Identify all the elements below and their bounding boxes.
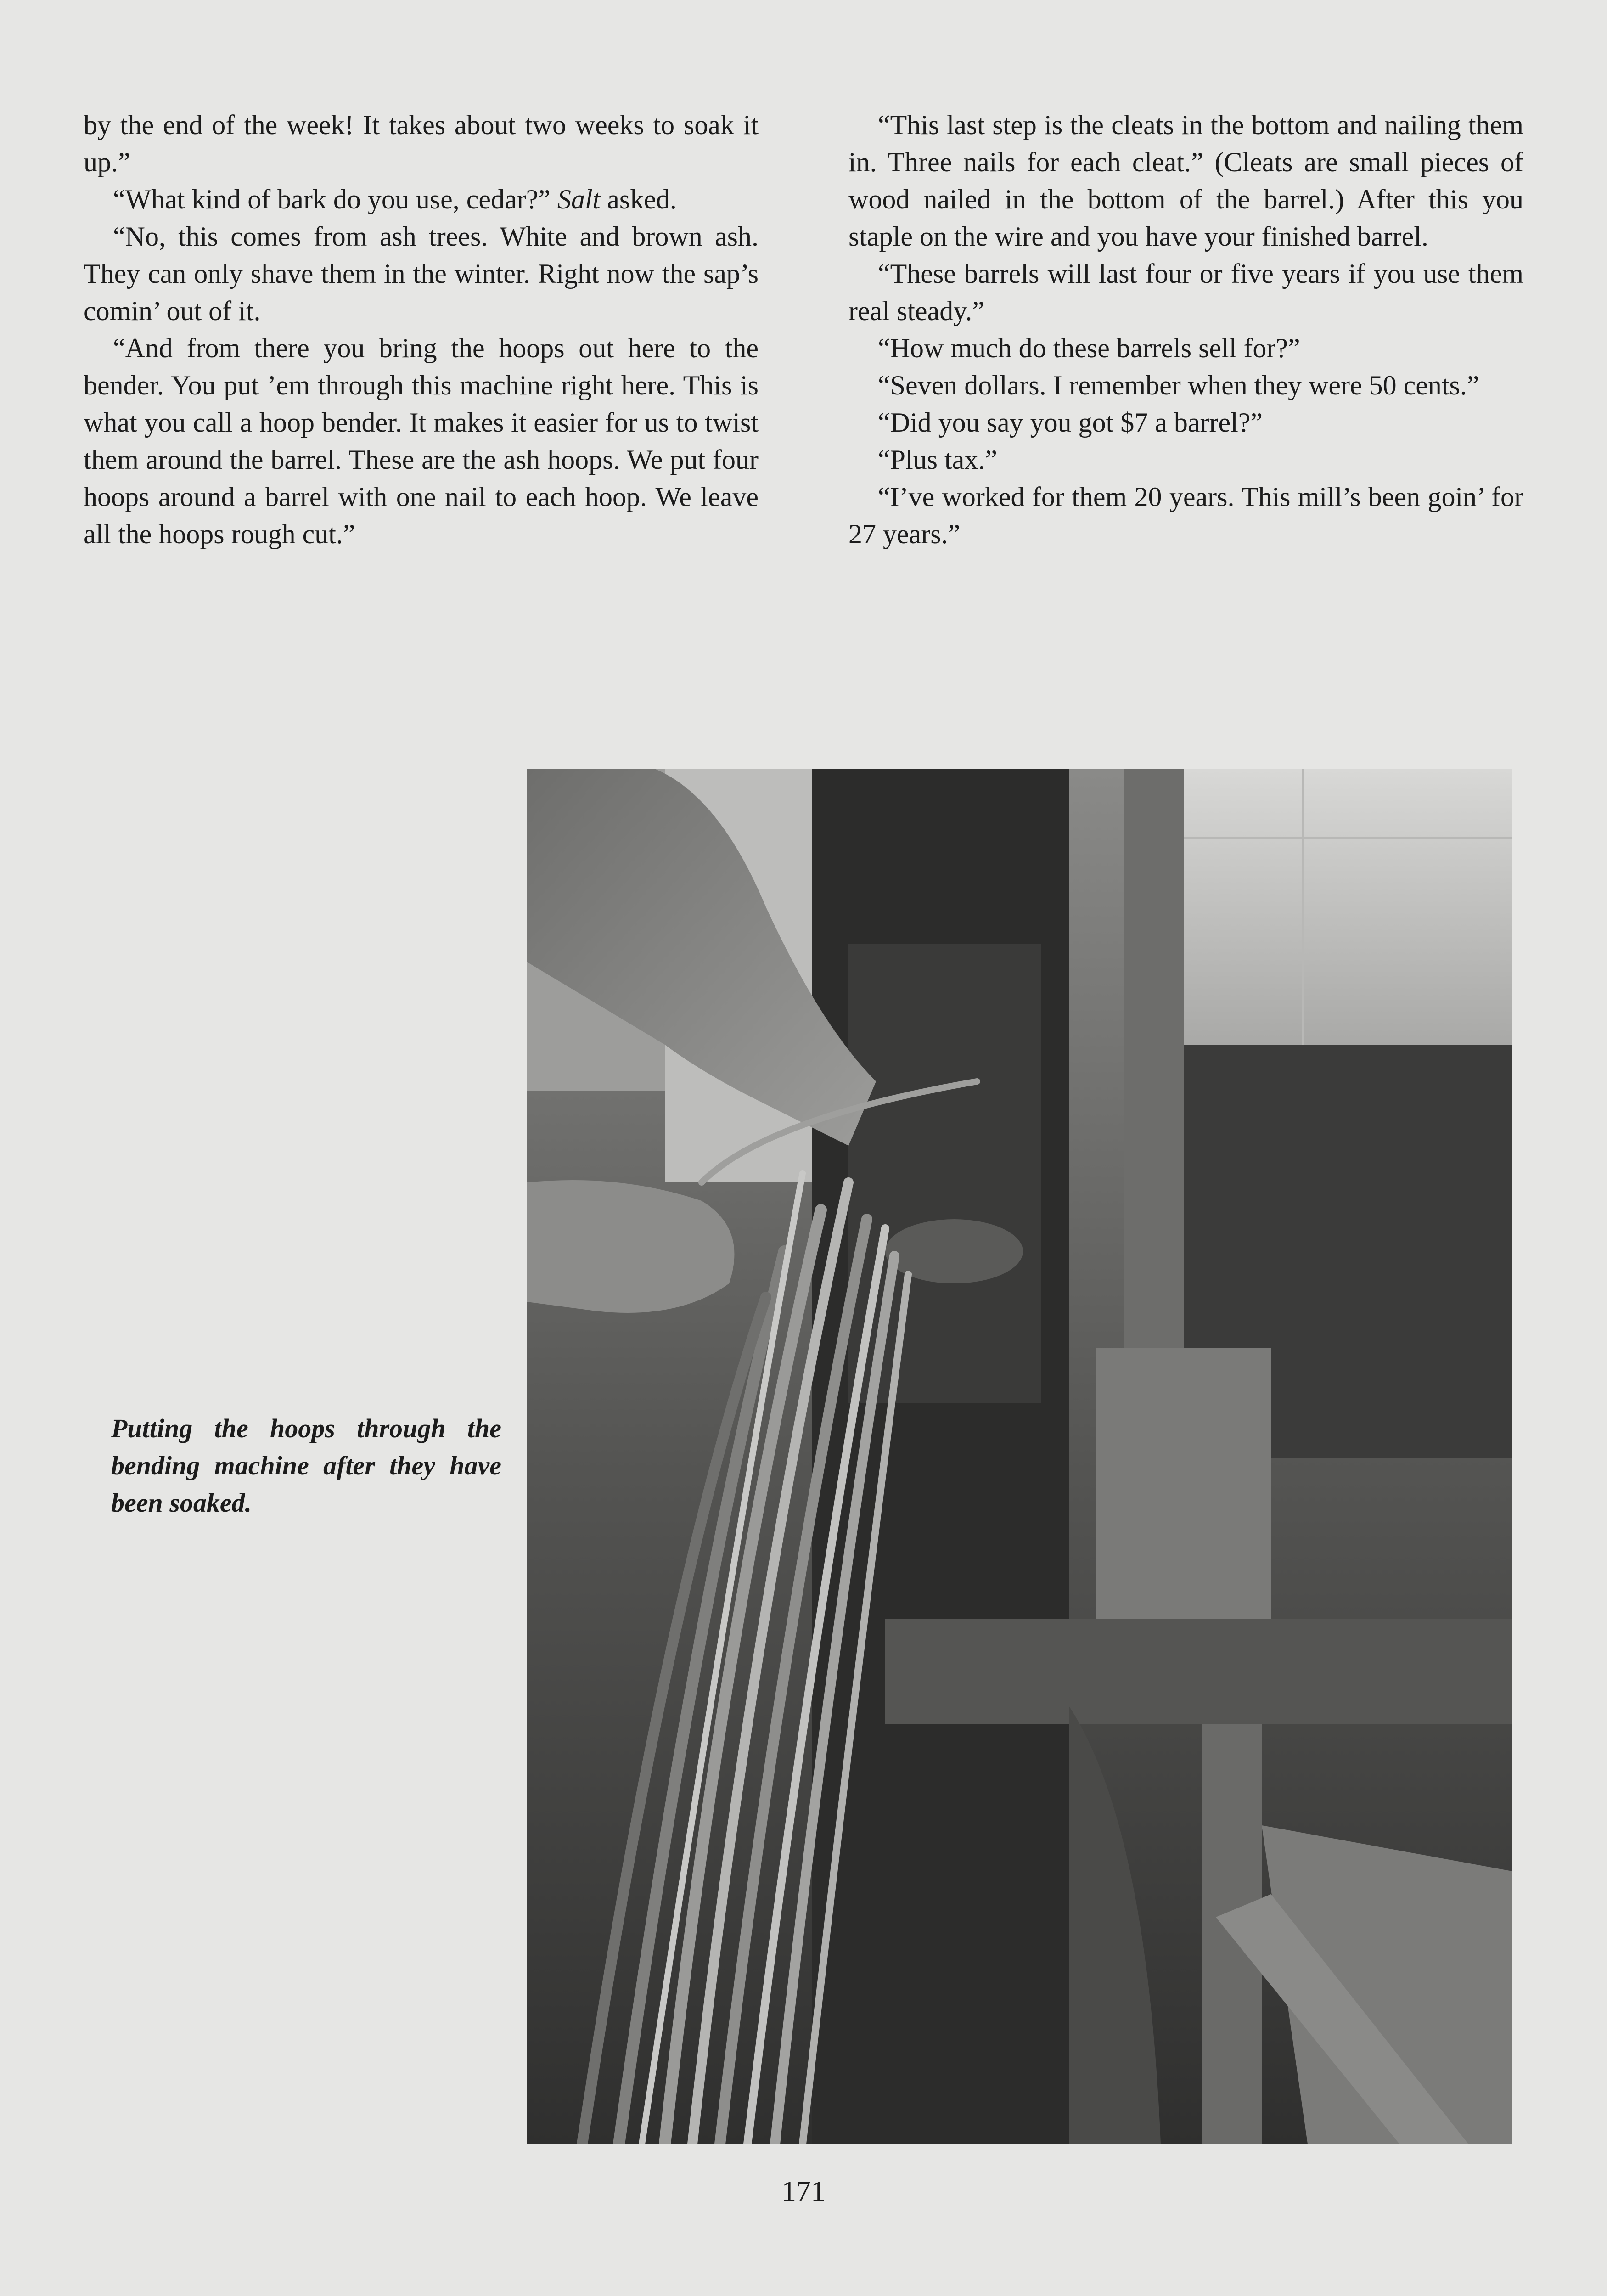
left-paragraph-1: by the end of the week! It takes about two weeks to soak it up.”	[84, 110, 759, 177]
speaker-name-salt: Salt	[557, 184, 601, 214]
right-paragraph-2: “These barrels will last four or five years if you use them real steady.”	[848, 259, 1523, 326]
right-paragraph-1: “This last step is the cleats in the bottom and nailing them in. Three nails for each cleat.” (Cleats are small pieces of wood nailed in the bottom of the barrel.) After this you staple on the wire and you have your finished barrel.	[848, 110, 1523, 252]
left-paragraph-2	[84, 181, 759, 218]
left-paragraph-4: “And from there you bring the hoops out here to the bender. You put ’em through this machine right here. This is what you call a hoop bender. It makes it easier for us to twist them around the barrel. These are the ash hoops. We put four hoops around a barrel with one nail to each hoop. We leave all the hoops rough cut.”	[84, 333, 759, 549]
right-paragraph-5: “Did you say you got $7 a barrel?”	[878, 407, 1263, 438]
photo-caption: Putting the hoops through the bending machine after they have been soaked.	[111, 1413, 501, 1518]
left-text-column	[84, 107, 759, 553]
left-paragraph-2-end: asked.	[600, 184, 677, 214]
right-paragraph-4: “Seven dollars. I remember when they were 50 cents.”	[878, 370, 1479, 400]
hoop-bender-photo	[527, 769, 1512, 2144]
right-text-column	[848, 107, 1523, 553]
left-paragraph-2-start: “What kind of bark do you use, cedar?”	[113, 184, 557, 214]
right-paragraph-3: “How much do these barrels sell for?”	[878, 333, 1300, 363]
page-number: 171	[781, 2175, 826, 2207]
right-paragraph-6: “Plus tax.”	[878, 445, 997, 475]
left-paragraph-3: “No, this comes from ash trees. White and brown ash. They can only shave them in the winter. Right now the sap’s comin’ out of it.	[84, 221, 759, 326]
right-paragraph-7: “I’ve worked for them 20 years. This mill’s been goin’ for 27 years.”	[848, 482, 1523, 549]
hoop-bender-photo-drawing	[527, 769, 1512, 2144]
